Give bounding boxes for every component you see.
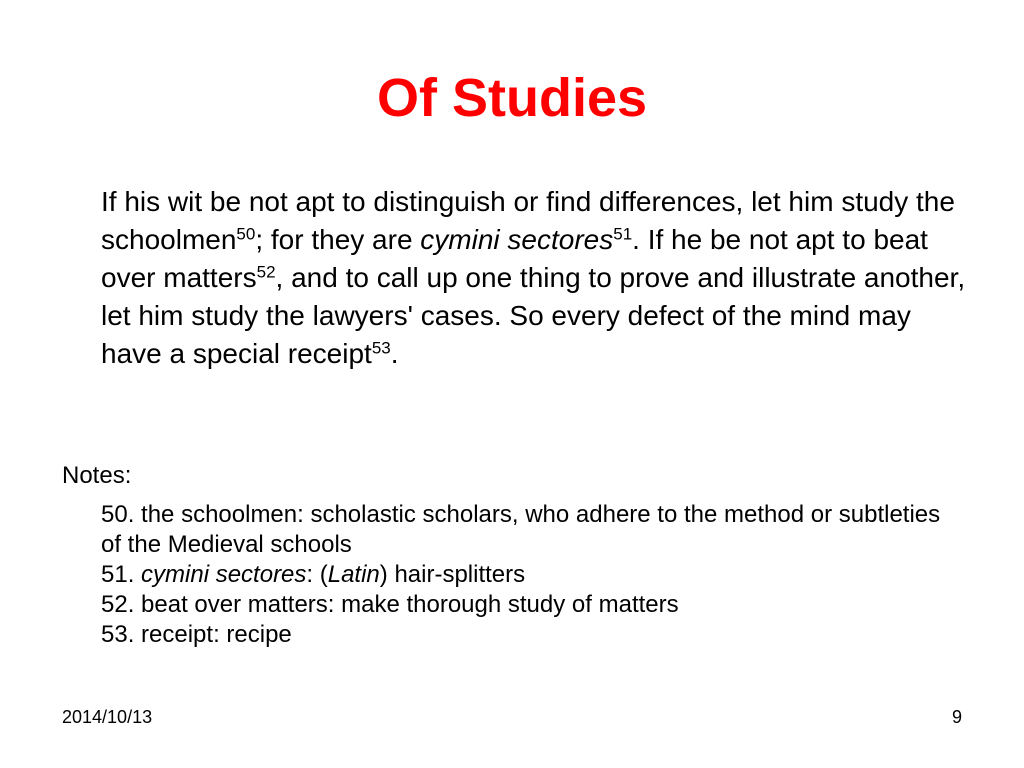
note-51-number: 51.	[101, 561, 142, 588]
note-51	[101, 560, 961, 590]
slide-title: Of Studies	[376, 68, 648, 128]
footnote-ref-52: 52	[256, 262, 276, 282]
notes-list	[101, 500, 961, 650]
note-50: 50. the schoolmen: scholastic scholars, who adhere to the method or subtleties of the Medieval schools	[101, 501, 941, 558]
notes-heading: Notes:	[62, 462, 132, 489]
main-quote	[101, 183, 971, 373]
footnote-ref-50: 50	[236, 224, 256, 244]
note-51-definition: ) hair-splitters	[379, 561, 526, 588]
note-51-separator: : (	[306, 561, 328, 588]
quote-text-4: , and to call up one thing to prove and illustrate another, let him study the lawyers' cases. So every defect of the mind may have a special receipt	[101, 262, 966, 369]
note-53: 53. receipt: recipe	[101, 621, 292, 648]
note-52: 52. beat over matters: make thorough study of matters	[101, 591, 679, 618]
footer-date: 2014/10/13	[62, 707, 153, 727]
footnote-ref-53: 53	[371, 338, 391, 358]
note-51-term: cymini sectores	[141, 561, 307, 588]
quote-latin-term: cymini sectores	[420, 224, 614, 255]
quote-text-2: ; for they are	[255, 224, 421, 255]
note-51-language: Latin	[327, 561, 380, 588]
quote-text-1: If his wit be not apt to distinguish or find differences, let him study the schoolmen	[101, 186, 955, 255]
quote-text-5: .	[390, 338, 399, 369]
footnote-ref-51: 51	[613, 224, 633, 244]
quote-text-3: . If he be not apt to beat over matters	[101, 224, 928, 293]
page-number: 9	[951, 707, 962, 727]
